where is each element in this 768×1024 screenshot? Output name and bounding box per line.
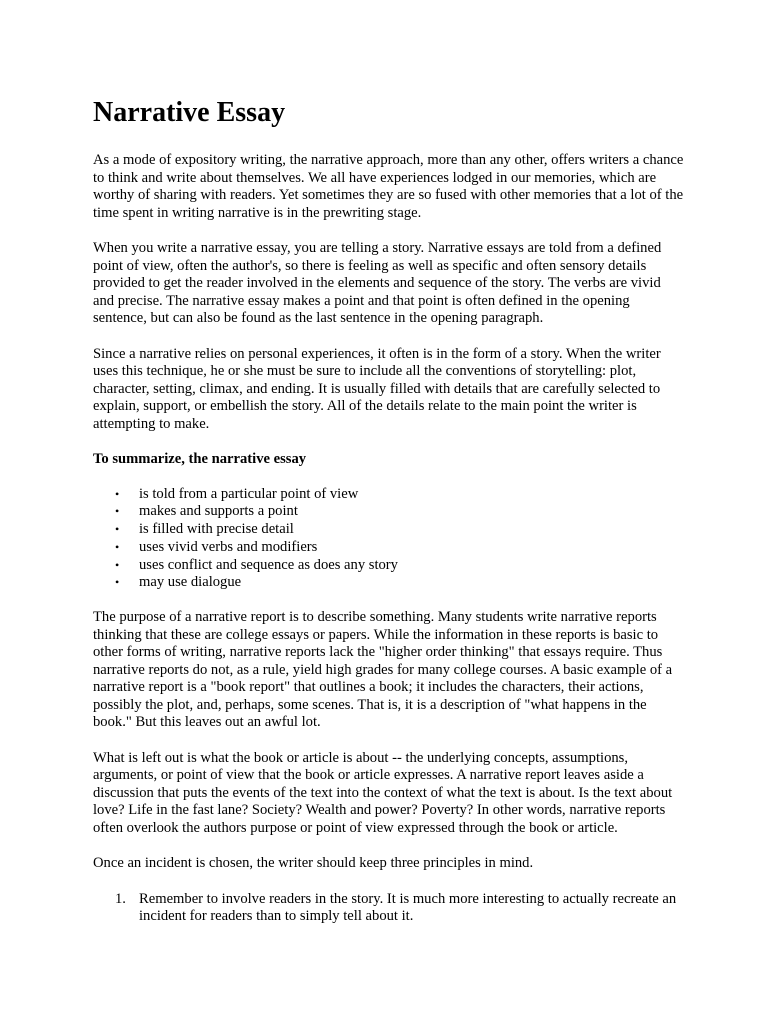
principle-number: 1. xyxy=(115,890,126,907)
summary-item-text: makes and supports a point xyxy=(139,503,298,520)
summary-item-text: is told from a particular point of view xyxy=(139,485,359,502)
summary-item-text: is filled with precise detail xyxy=(139,521,294,538)
summary-item-text: may use dialogue xyxy=(139,574,242,591)
bullet-icon: • xyxy=(115,575,120,590)
paragraph-three-principles: Once an incident is chosen, the writer should keep three principles in mind. xyxy=(93,855,534,872)
summary-list-item xyxy=(93,521,685,539)
bullet-icon: • xyxy=(115,486,120,501)
document-title: Narrative Essay xyxy=(93,97,286,128)
summary-list-item xyxy=(93,503,685,521)
bullet-icon: • xyxy=(115,539,120,554)
paragraph-intro: As a mode of expository writing, the narrative approach, more than any other, offers writers a chance to think and write about themselves. We all have experiences lodged in our memories, which are worthy of sharing with readers. Yet sometimes they are so fused with other memories that a lot of the time spent in writing narrative is in the prewriting stage. xyxy=(93,152,684,221)
summary-item-text: uses conflict and sequence as does any story xyxy=(139,556,398,573)
principles-list xyxy=(93,891,685,926)
bullet-icon: • xyxy=(115,557,120,572)
bullet-icon: • xyxy=(115,504,120,519)
summary-list-item xyxy=(93,574,685,592)
document-content xyxy=(93,96,685,926)
summary-heading: To summarize, the narrative essay xyxy=(93,451,307,467)
summary-list-item xyxy=(93,539,685,557)
summary-list-item xyxy=(93,557,685,575)
paragraph-what-is-left-out: What is left out is what the book or article is about -- the underlying concepts, assumptions, arguments, or point of view that the book or article expresses. A narrative report leaves aside a discussion that puts the events of the text into the context of what the text is about. Is the text about love? Life in the fast lane? Society? Wealth and power? Poverty? In other words, narrative reports often overlook the authors purpose or point of view expressed through the book or article. xyxy=(93,749,673,836)
summary-list xyxy=(93,486,685,593)
paragraph-narrative-report-purpose: The purpose of a narrative report is to describe something. Many students write narrative reports thinking that these are college essays or papers. While the information in these reports is basic to other forms of writing, narrative reports lack the "higher order thinking" that essays require. Thus narrative reports do not, as a rule, yield high grades for many college courses. A basic example of a narrative report is a "book report" that outlines a book; it includes the characters, their actions, possibly the plot, and, perhaps, some scenes. That is, it is a description of "what happens in the book." But this leaves out an awful lot. xyxy=(93,609,673,731)
paragraph-telling-story: When you write a narrative essay, you are telling a story. Narrative essays are told from a defined point of view, often the author's, so there is feeling as well as specific and often sensory details provided to get the reader involved in the elements and sequence of the story. The verbs are vivid and precise. The narrative essay makes a point and that point is often defined in the opening sentence, but can also be found as the last sentence in the opening paragraph. xyxy=(93,240,662,326)
bullet-icon: • xyxy=(115,522,120,537)
summary-item-text: uses vivid verbs and modifiers xyxy=(139,538,318,555)
principle-text: Remember to involve readers in the story. It is much more interesting to actually recreate an incident for readers than to simply tell about it. xyxy=(139,890,677,925)
paragraph-personal-experiences: Since a narrative relies on personal experiences, it often is in the form of a story. When the writer uses this technique, he or she must be sure to include all the conventions of storytelling: plot, character, setting, climax, and ending. It is usually filled with details that are carefully selected to explain, support, or embellish the story. All of the details relate to the main point the writer is attempting to make. xyxy=(93,345,661,432)
summary-list-item xyxy=(93,486,685,504)
principle-item xyxy=(93,891,685,926)
